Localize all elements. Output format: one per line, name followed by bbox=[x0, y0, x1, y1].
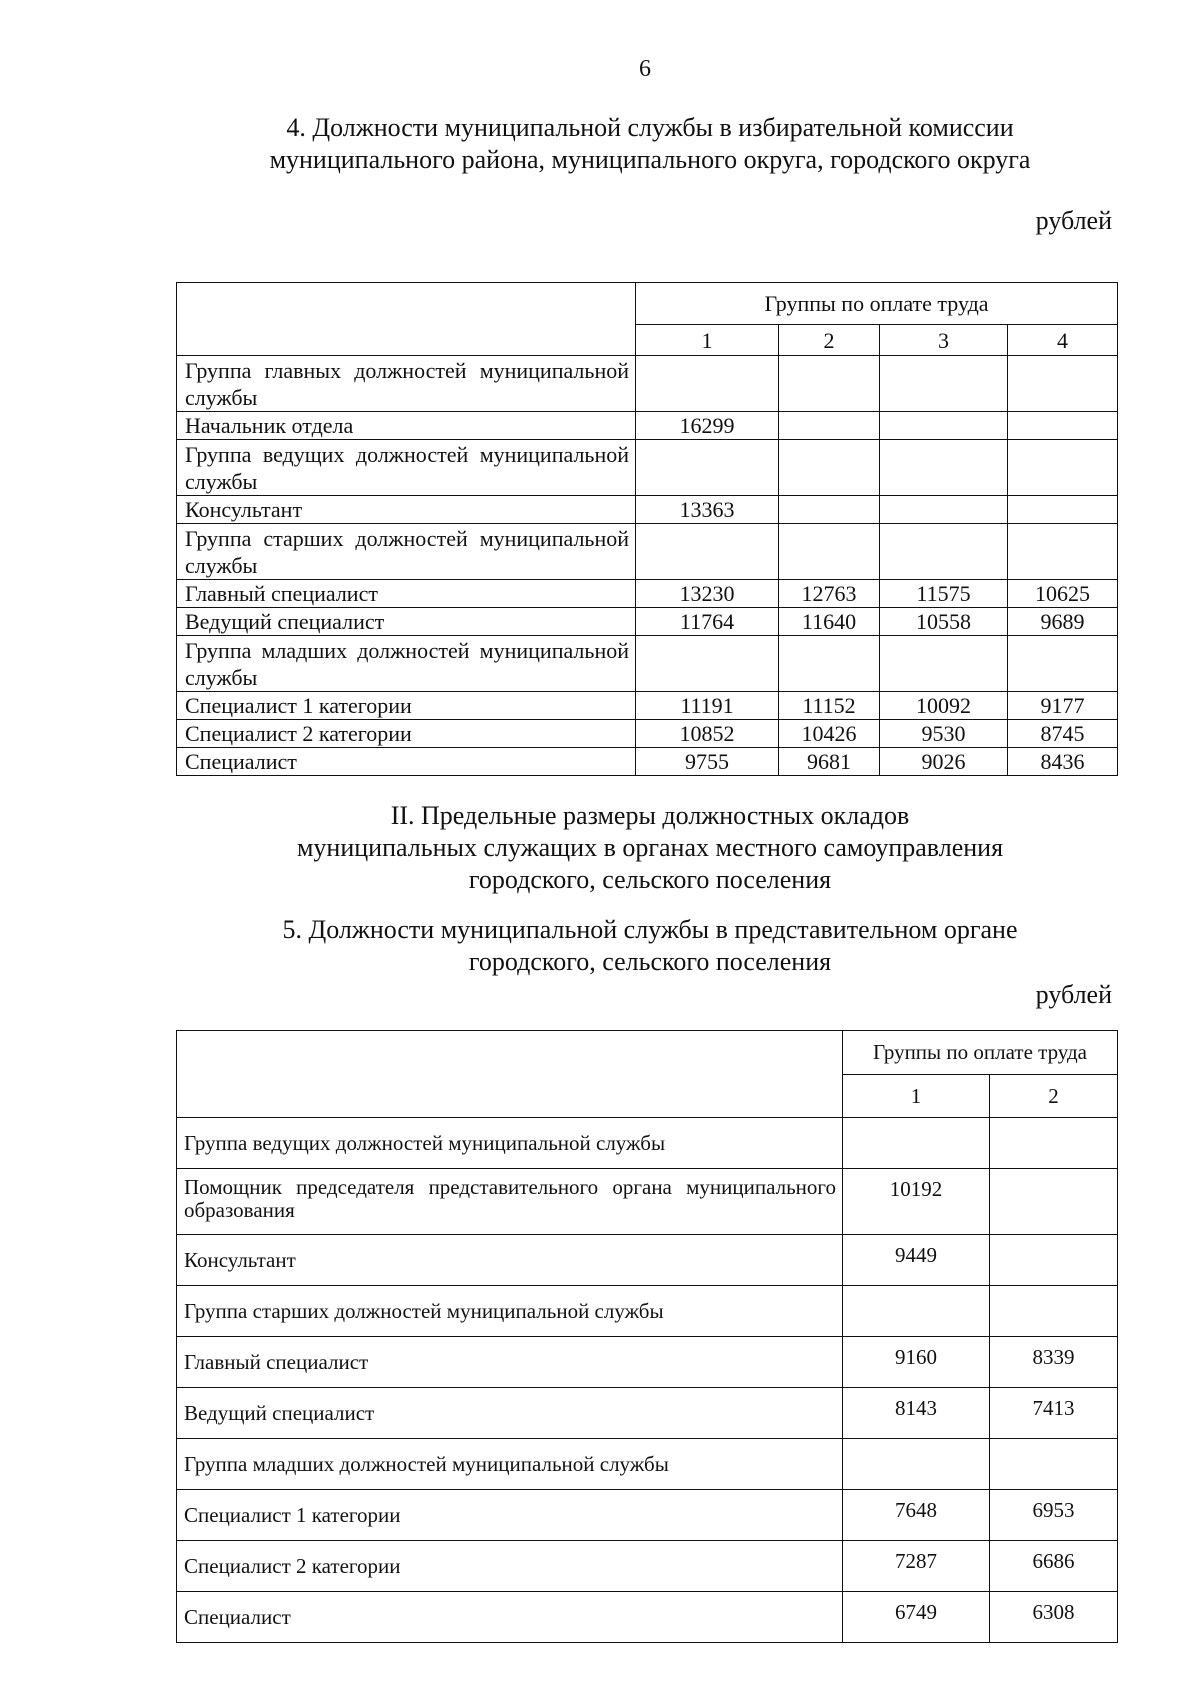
cell-value bbox=[880, 496, 1008, 524]
cell-value bbox=[1008, 356, 1118, 412]
section-5-title bbox=[180, 914, 1120, 978]
cell-value: 7287 bbox=[843, 1541, 990, 1592]
row-label: Специалист 2 категории bbox=[177, 1541, 843, 1592]
cell-value: 10426 bbox=[779, 720, 880, 748]
cell-value: 11152 bbox=[779, 692, 880, 720]
row-label: Группа ведущих должностей муниципальной службы bbox=[177, 440, 636, 496]
section-4-title-line: 4. Должности муниципальной службы в избирательной комиссии bbox=[286, 113, 1014, 142]
cell-value bbox=[990, 1286, 1118, 1337]
row-label: Специалист 1 категории bbox=[177, 692, 636, 720]
cell-value bbox=[1008, 496, 1118, 524]
row-label: Группа старших должностей муниципальной службы bbox=[177, 1286, 843, 1337]
cell-value: 11764 bbox=[636, 608, 779, 636]
section-4-unit: рублей bbox=[1035, 206, 1112, 235]
row-label: Специалист 1 категории bbox=[177, 1490, 843, 1541]
cell-value bbox=[636, 356, 779, 412]
table-row bbox=[177, 720, 1118, 748]
table-row bbox=[177, 692, 1118, 720]
table-row bbox=[177, 1118, 1118, 1169]
cell-value: 10558 bbox=[880, 608, 1008, 636]
table-row bbox=[177, 440, 1118, 496]
cell-value: 11640 bbox=[779, 608, 880, 636]
cell-value: 9177 bbox=[1008, 692, 1118, 720]
cell-value bbox=[990, 1169, 1118, 1235]
row-label: Консультант bbox=[177, 496, 636, 524]
column-header: 4 bbox=[1008, 325, 1118, 356]
table-row bbox=[177, 1388, 1118, 1439]
table-row bbox=[177, 1592, 1118, 1643]
cell-value: 6686 bbox=[990, 1541, 1118, 1592]
table-row bbox=[177, 608, 1118, 636]
cell-value: 12763 bbox=[779, 580, 880, 608]
section-4-title-line: муниципального района, муниципального округа, городского округа bbox=[269, 145, 1031, 174]
cell-value: 6308 bbox=[990, 1592, 1118, 1643]
row-label: Группа младших должностей муниципальной службы bbox=[177, 636, 636, 692]
cell-value: 11191 bbox=[636, 692, 779, 720]
row-label: Ведущий специалист bbox=[177, 608, 636, 636]
table-row bbox=[177, 524, 1118, 580]
column-header: 2 bbox=[779, 325, 880, 356]
column-header: 1 bbox=[843, 1075, 990, 1118]
cell-value bbox=[636, 524, 779, 580]
row-label: Специалист 2 категории bbox=[177, 720, 636, 748]
section-5-table bbox=[176, 1030, 1118, 1643]
cell-value: 10192 bbox=[843, 1169, 990, 1235]
cell-value bbox=[880, 524, 1008, 580]
table-row bbox=[177, 496, 1118, 524]
cell-value: 9755 bbox=[636, 748, 779, 776]
table-row bbox=[177, 1337, 1118, 1388]
cell-value: 7413 bbox=[990, 1388, 1118, 1439]
cell-value: 9026 bbox=[880, 748, 1008, 776]
cell-value: 10625 bbox=[1008, 580, 1118, 608]
cell-value bbox=[990, 1439, 1118, 1490]
table-row bbox=[177, 748, 1118, 776]
cell-value bbox=[779, 524, 880, 580]
part-2-title-line: II. Предельные размеры должностных окладов bbox=[390, 801, 910, 830]
group-header: Группы по оплате труда bbox=[636, 283, 1118, 325]
section-5-unit: рублей bbox=[1035, 980, 1112, 1009]
part-2-title-line: городского, сельского поселения bbox=[468, 865, 832, 894]
cell-value: 8436 bbox=[1008, 748, 1118, 776]
table-row bbox=[177, 356, 1118, 412]
section-4-title bbox=[180, 112, 1120, 176]
cell-value bbox=[990, 1118, 1118, 1169]
table-row bbox=[177, 580, 1118, 608]
cell-value: 9530 bbox=[880, 720, 1008, 748]
cell-value bbox=[1008, 524, 1118, 580]
row-label: Помощник председателя представительного органа муниципального образования bbox=[177, 1169, 843, 1235]
cell-value bbox=[880, 636, 1008, 692]
cell-value: 11575 bbox=[880, 580, 1008, 608]
cell-value bbox=[990, 1235, 1118, 1286]
cell-value: 6749 bbox=[843, 1592, 990, 1643]
column-header: 3 bbox=[880, 325, 1008, 356]
row-label: Начальник отдела bbox=[177, 412, 636, 440]
row-label: Консультант bbox=[177, 1235, 843, 1286]
row-label: Группа главных должностей муниципальной службы bbox=[177, 356, 636, 412]
cell-value bbox=[843, 1439, 990, 1490]
row-label: Группа младших должностей муниципальной службы bbox=[177, 1439, 843, 1490]
row-label: Ведущий специалист bbox=[177, 1388, 843, 1439]
row-label: Группа старших должностей муниципальной службы bbox=[177, 524, 636, 580]
cell-value: 9449 bbox=[843, 1235, 990, 1286]
cell-value bbox=[880, 356, 1008, 412]
cell-value bbox=[843, 1118, 990, 1169]
cell-value: 9681 bbox=[779, 748, 880, 776]
table-corner-cell bbox=[177, 1031, 843, 1118]
page-number: 6 bbox=[639, 56, 651, 82]
cell-value: 8143 bbox=[843, 1388, 990, 1439]
table-row bbox=[177, 1169, 1118, 1235]
column-header: 2 bbox=[990, 1075, 1118, 1118]
cell-value bbox=[1008, 412, 1118, 440]
cell-value bbox=[779, 496, 880, 524]
cell-value: 7648 bbox=[843, 1490, 990, 1541]
row-label: Главный специалист bbox=[177, 580, 636, 608]
cell-value bbox=[779, 356, 880, 412]
cell-value bbox=[1008, 636, 1118, 692]
cell-value bbox=[779, 440, 880, 496]
cell-value bbox=[636, 440, 779, 496]
row-label: Группа ведущих должностей муниципальной службы bbox=[177, 1118, 843, 1169]
cell-value: 9160 bbox=[843, 1337, 990, 1388]
row-label: Главный специалист bbox=[177, 1337, 843, 1388]
cell-value bbox=[779, 636, 880, 692]
row-label: Специалист bbox=[177, 1592, 843, 1643]
cell-value: 6953 bbox=[990, 1490, 1118, 1541]
cell-value: 13230 bbox=[636, 580, 779, 608]
cell-value: 13363 bbox=[636, 496, 779, 524]
row-label: Специалист bbox=[177, 748, 636, 776]
table-row bbox=[177, 1490, 1118, 1541]
part-2-title bbox=[180, 800, 1120, 896]
cell-value bbox=[1008, 440, 1118, 496]
section-5-title-line: городского, сельского поселения bbox=[468, 947, 832, 976]
section-5-title-line: 5. Должности муниципальной службы в представительном органе bbox=[282, 915, 1018, 944]
table-row bbox=[177, 1439, 1118, 1490]
cell-value: 9689 bbox=[1008, 608, 1118, 636]
table-corner-cell bbox=[177, 283, 636, 356]
cell-value: 8339 bbox=[990, 1337, 1118, 1388]
section-4-table bbox=[176, 282, 1118, 776]
table-row bbox=[177, 1286, 1118, 1337]
cell-value: 10092 bbox=[880, 692, 1008, 720]
cell-value: 10852 bbox=[636, 720, 779, 748]
cell-value bbox=[636, 636, 779, 692]
group-header: Группы по оплате труда bbox=[843, 1031, 1118, 1075]
column-header: 1 bbox=[636, 325, 779, 356]
cell-value: 16299 bbox=[636, 412, 779, 440]
table-row bbox=[177, 1541, 1118, 1592]
cell-value bbox=[880, 412, 1008, 440]
table-row bbox=[177, 412, 1118, 440]
cell-value bbox=[843, 1286, 990, 1337]
cell-value bbox=[880, 440, 1008, 496]
table-row bbox=[177, 636, 1118, 692]
cell-value: 8745 bbox=[1008, 720, 1118, 748]
cell-value bbox=[779, 412, 880, 440]
table-row bbox=[177, 1235, 1118, 1286]
part-2-title-line: муниципальных служащих в органах местного самоуправления bbox=[296, 833, 1004, 862]
